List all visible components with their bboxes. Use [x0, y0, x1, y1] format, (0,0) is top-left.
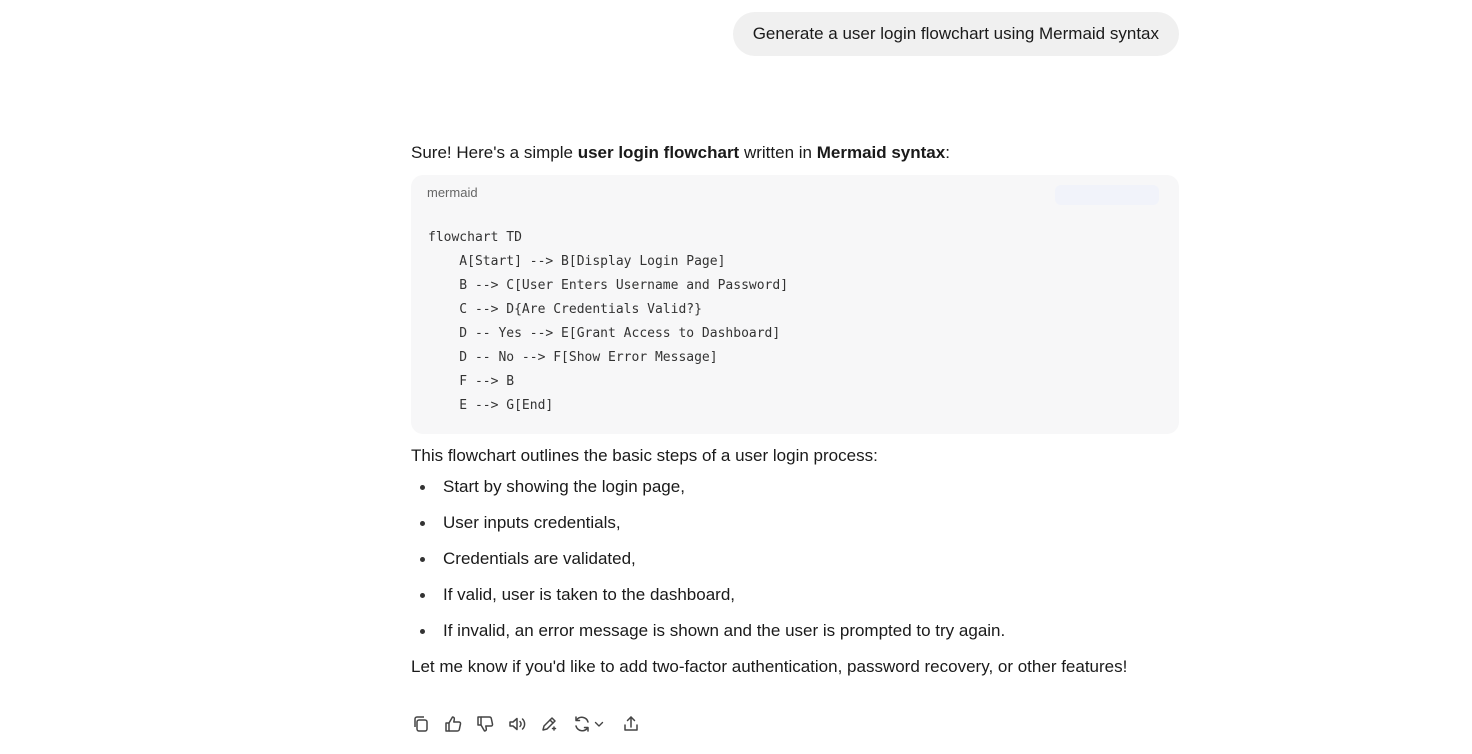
list-item [411, 510, 1179, 536]
code-content [428, 226, 788, 418]
intro-bold-2: Mermaid syntax [816, 143, 946, 162]
code-line: F --> B [428, 374, 515, 389]
speaker-icon [507, 714, 527, 734]
code-line: flowchart TD [428, 230, 522, 245]
bullet-dot [420, 557, 425, 562]
answer-summary: This flowchart outlines the basic steps of a user login process: [411, 446, 878, 465]
code-line: C --> D{Are Credentials Valid?} [428, 302, 702, 317]
bullet-dot [420, 485, 425, 490]
bullet-dot [420, 593, 425, 598]
list-item-text: If valid, user is taken to the dashboard, [443, 585, 736, 604]
share-button[interactable] [621, 714, 641, 734]
bullet-list [411, 474, 1179, 644]
list-item-text: User inputs credentials, [443, 513, 621, 532]
code-language-label: mermaid [427, 185, 478, 200]
read-aloud-button[interactable] [507, 714, 527, 734]
copy-button[interactable] [411, 714, 431, 734]
user-message-bubble: Generate a user login flowchart using Mermaid syntax [733, 12, 1179, 56]
bullet-dot [420, 521, 425, 526]
code-line: A[Start] --> B[Display Login Page] [428, 254, 726, 269]
thumbs-down-icon [475, 714, 495, 734]
code-line: B --> C[User Enters Username and Password] [428, 278, 789, 293]
intro-text-2: written in [739, 143, 817, 162]
list-item [411, 618, 1179, 644]
copy-icon [411, 714, 431, 734]
intro-bold-1: user login flowchart [577, 143, 740, 162]
thumbs-up-button[interactable] [443, 714, 463, 734]
thumbs-up-icon [443, 714, 463, 734]
message-action-bar [411, 712, 653, 736]
list-item [411, 546, 1179, 572]
code-copy-button[interactable] [1055, 185, 1159, 205]
code-line: E --> G[End] [428, 398, 554, 413]
answer-intro [411, 140, 1179, 166]
assistant-answer [411, 140, 1179, 680]
chevron-down-icon [593, 718, 605, 730]
code-block [411, 175, 1179, 434]
intro-text-3: : [945, 143, 950, 162]
code-line: D -- No --> F[Show Error Message] [428, 350, 718, 365]
edit-button[interactable] [539, 714, 559, 734]
list-item-text: Start by showing the login page, [443, 477, 685, 496]
edit-icon [539, 714, 559, 734]
code-line: D -- Yes --> E[Grant Access to Dashboard] [428, 326, 781, 341]
thumbs-down-button[interactable] [475, 714, 495, 734]
regenerate-icon [572, 714, 592, 734]
bullet-dot [420, 629, 425, 634]
regenerate-button[interactable] [571, 714, 605, 734]
list-item [411, 582, 1179, 608]
list-item-text: Credentials are validated, [443, 549, 636, 568]
answer-closing: Let me know if you'd like to add two-factor authentication, password recovery, or other features! [411, 657, 1128, 676]
share-icon [621, 714, 641, 734]
list-item [411, 474, 1179, 500]
list-item-text: If invalid, an error message is shown and the user is prompted to try again. [443, 621, 1006, 640]
intro-text-1: Sure! Here's a simple [411, 143, 578, 162]
